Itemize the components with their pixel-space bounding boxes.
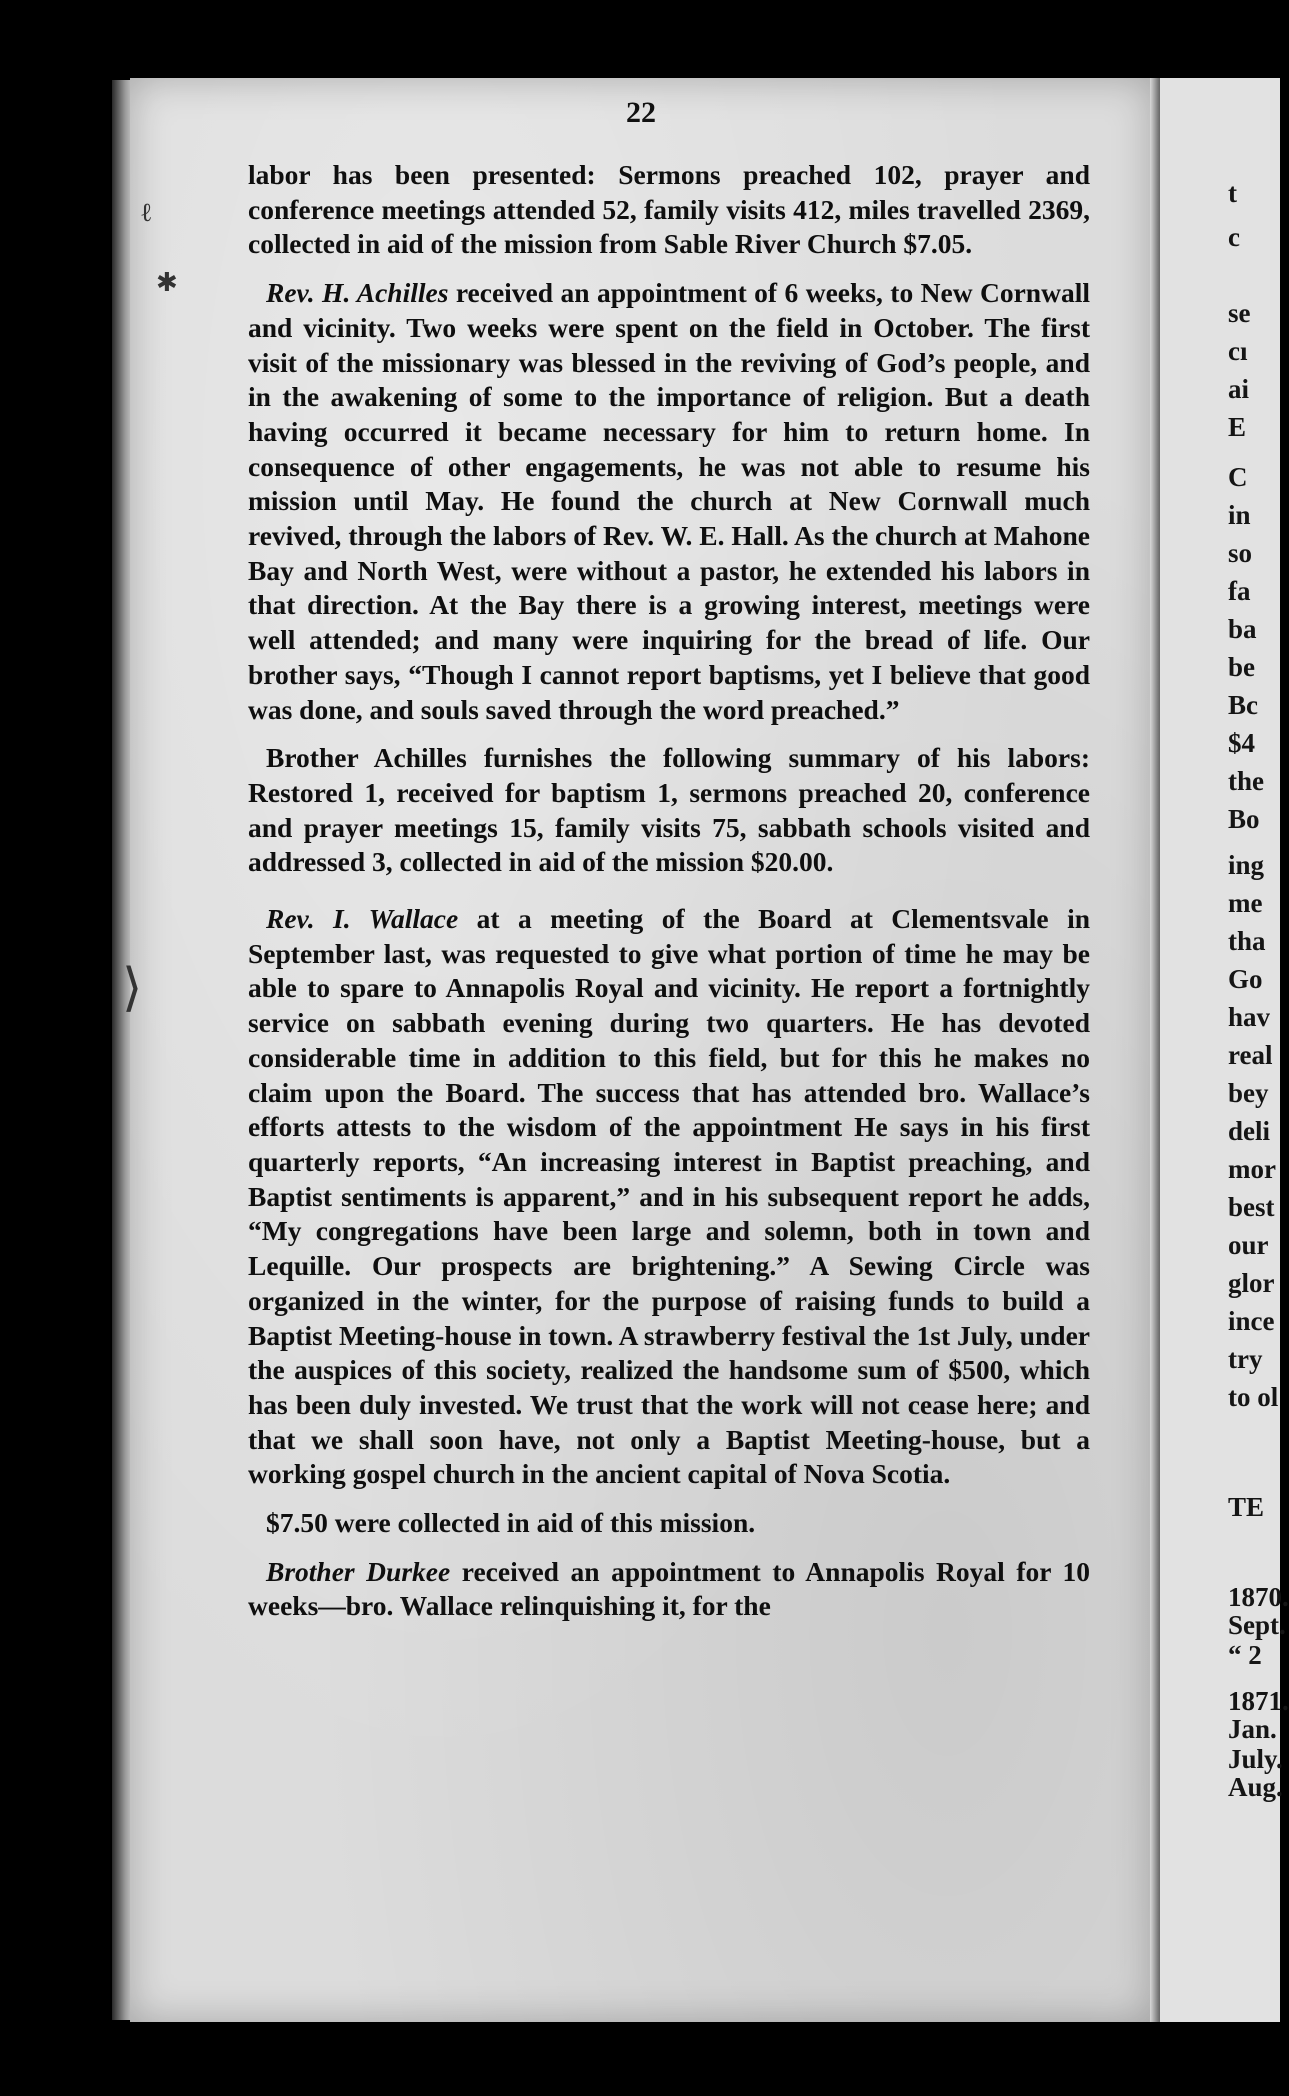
facing-page-fragment: 1871. [1228, 1686, 1289, 1716]
facing-page-fragment: deli [1228, 1116, 1271, 1146]
facing-page-fragment: Bo [1228, 804, 1260, 834]
facing-page-fragment: $4 [1228, 728, 1255, 758]
facing-page-fragment: 1870. [1228, 1582, 1289, 1612]
facing-page-fragment: July. [1228, 1744, 1283, 1774]
paragraph-collection-text: $7.50 were collected in aid of this mission. [266, 1507, 756, 1539]
margin-checkmark: ⟩ [122, 960, 143, 1017]
missionary-name-wallace: Rev. I. Wallace [266, 903, 459, 935]
facing-page-fragment: cı [1228, 336, 1248, 366]
facing-page-fragment: best [1228, 1192, 1275, 1222]
margin-mark: ✱ [156, 268, 178, 297]
paragraph-1 [248, 158, 1090, 262]
facing-page-fragment: ba [1228, 614, 1257, 644]
paragraph-wallace [248, 902, 1090, 1492]
facing-page-fragment: hav [1228, 1002, 1271, 1032]
facing-page-fragment: mor [1228, 1154, 1276, 1184]
facing-page-fragment: so [1228, 538, 1253, 568]
facing-page-fragment: C [1228, 462, 1248, 492]
facing-page-fragment: fa [1228, 576, 1251, 606]
facing-page-fragment: glor [1228, 1268, 1275, 1298]
paragraph-durkee [248, 1555, 1090, 1624]
paragraph-achilles-summary-text: Brother Achilles furnishes the following summary of his labors: Restored 1, received for baptism 1, sermons preached 20, conference and prayer meetings 15, family visits 75, sabbath schools visited and addressed 3, collected in aid of the mission $20.00. [248, 742, 1090, 878]
paragraph-durkee-text: received an appointment to Annapolis Royal for 10 weeks—bro. Wallace relinquishing it, for the [248, 1555, 1090, 1622]
facing-page-fragment: TE [1228, 1492, 1265, 1522]
page-number: 22 [626, 96, 656, 129]
facing-page-fragment: ince [1228, 1306, 1275, 1336]
paragraph-1-text: labor has been presented: Sermons preached 102, prayer and conference meetings attended 52, family visits 412, miles travelled 2369, collected in aid of the mission from Sable River Church $7.05. [248, 159, 1090, 260]
facing-page-fragment: me [1228, 888, 1263, 918]
facing-page-fragment: Sept. [1228, 1610, 1286, 1640]
book-page [122, 78, 1152, 2022]
facing-page-fragment: “ 2 [1228, 1640, 1262, 1670]
facing-page-fragment: Bc [1228, 690, 1258, 720]
facing-page-fragment: try [1228, 1344, 1263, 1374]
facing-page-fragment: Go [1228, 964, 1263, 994]
page-body [248, 158, 1090, 1624]
facing-page-fragment: t [1228, 178, 1237, 208]
facing-page-fragment: se [1228, 298, 1251, 328]
paragraph-wallace-text: at a meeting of the Board at Clementsvale in September last, was requested to give what portion of time he may be able to spare to Annapolis Royal and vicinity. He report a fortnightly service on sabbath evening during two quarters. He has devoted considerable time in addition to this field, but for this he makes no claim upon the Board. The success that has attended bro. Wallace’s efforts attests to the wisdom of the appointment He says in his first quarterly reports, “An increasing interest in Baptist preaching, and Baptist sentiments is apparent,” and in his subsequent report he adds, “My congregations have been large and solemn, both in town and Lequille. Our prospects are brightening.” A Sewing Circle was organized in the winter, for the purpose of raising funds to build a Baptist Meeting-house in town. A strawberry festival the 1st July, under the auspices of this society, realized the handsome sum of $500, which has been duly invested. We trust that the work will not cease here; and that we shall soon have, not only a Baptist Meeting-house, but a working gospel church in the ancient capital of Nova Scotia. [248, 903, 1090, 1490]
facing-page-fragment: c [1228, 222, 1240, 252]
facing-page-fragment: Jan. [1228, 1714, 1277, 1744]
missionary-name-achilles: Rev. H. Achilles [266, 277, 449, 309]
facing-page-fragment: in [1228, 500, 1251, 530]
facing-page-fragment: real [1228, 1040, 1273, 1070]
facing-page-fragment: to ol [1228, 1382, 1279, 1412]
facing-page-fragment: Aug. [1228, 1772, 1283, 1802]
facing-page-fragment: ai [1228, 374, 1250, 404]
paragraph-collection [248, 1506, 1090, 1541]
paragraph-achilles-text: received an appointment of 6 weeks, to New Cornwall and vicinity. Two weeks were spent on the field in October. The first visit of the missionary was blessed in the reviving of God’s people, and in the awakening of some to the importance of religion. But a death having occurred it became necessary for him to return home. In consequence of other engagements, he was not able to resume his mission until May. He found the church at New Cornwall much revived, through the labors of Rev. W. E. Hall. As the church at Mahone Bay and North West, were without a pastor, he extended his labors in that direction. At the Bay there is a growing interest, meetings were well attended; and many were inquiring for the bread of life. Our brother says, “Though I cannot report baptisms, yet I believe that good was done, and souls saved through the word preached.” [248, 277, 1090, 725]
facing-page-fragment: be [1228, 652, 1255, 682]
facing-page-fragment: the [1228, 766, 1264, 796]
facing-page-fragment: E [1228, 412, 1247, 442]
facing-page-fragment: tha [1228, 926, 1266, 956]
facing-page-fragment: ing [1228, 850, 1265, 880]
facing-page-fragment: our [1228, 1230, 1269, 1260]
margin-mark: ℓ [140, 198, 153, 227]
paragraph-achilles-summary [248, 741, 1090, 880]
facing-page-fragment: bey [1228, 1078, 1269, 1108]
paragraph-achilles [248, 276, 1090, 727]
missionary-name-durkee: Brother Durkee [266, 1555, 451, 1587]
